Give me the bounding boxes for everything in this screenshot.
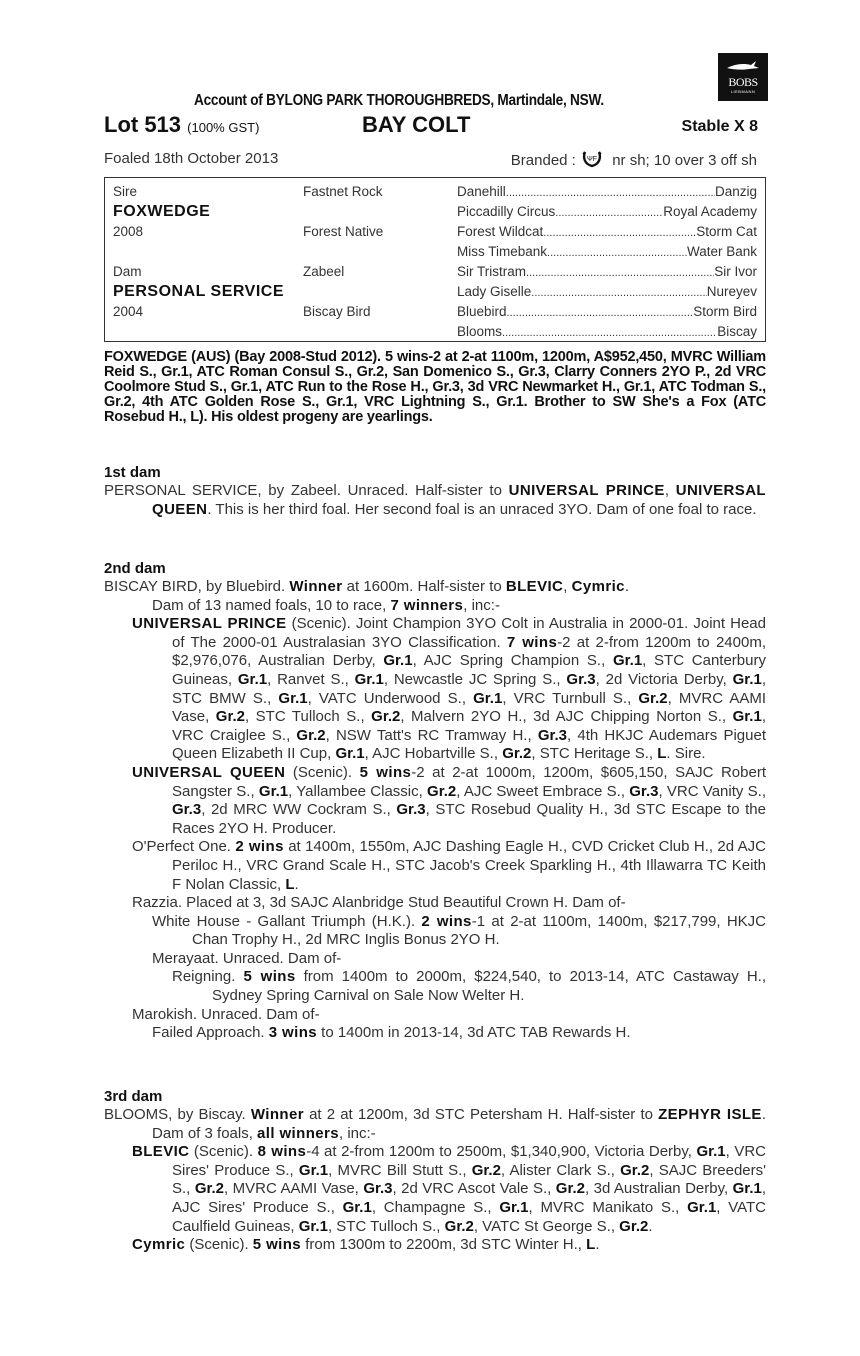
sire-year: 2008 [113, 224, 144, 239]
second-dam-intro: BISCAY BIRD, by Bluebird. Winner at 1600m. Half-sister to BLEVIC, Cymric. [104, 578, 630, 595]
svg-text:ΨF: ΨF [586, 156, 598, 163]
bird-logo-icon [718, 59, 768, 75]
dam-year: 2004 [113, 304, 144, 319]
sire-summary: FOXWEDGE (AUS) (Bay 2008-Stud 2012). 5 wins-2 at 2-at 1100m, 1200m, A$952,450, MVRC William Reid S., Gr.1, ATC Roman Consul S., Gr.2, San Domenico S., Gr.3, Clarry Conners 2YO P., 2d VRC Coolmore Stud S., Gr.1, ATC Run to the Rose H., Gr.3, 3d VRC Newmarket H., Gr.1, ATC Todman S., Gr.2, 4th ATC Golden Rose S., Gr.1, VRC Lightning S., Gr.1. Brother to SW She's a Fox (ATC Rosebud H., L). His oldest progeny are yearlings. [104, 349, 766, 425]
grandparent-row: Sir Tristram ..... Sir Ivor [457, 262, 757, 281]
grandprogeny-white-house: White House - Gallant Triumph (H.K.). 2 wins-1 at 2-at 1100m, 1400m, $217,799, HKJC Chan Trophy H., 2d MRC Inglis Bonus 2YO H. [152, 912, 767, 949]
grandparent-row: Danehill ..... Danzig [457, 182, 757, 201]
grandparent-row: Forest Wildcat ..... Storm Cat [457, 222, 757, 241]
dam-dam: Biscay Bird [303, 304, 371, 319]
logo-text: BOBS [728, 75, 758, 89]
progeny-universal-queen: UNIVERSAL QUEEN (Scenic). 5 wins-2 at 2-at 1000m, 1200m, $605,150, SAJC Robert Sangster S., Gr.1, Yallambee Classic, Gr.2, AJC Sweet Embrace S., Gr.3, VRC Vanity S., Gr.3, 2d MRC WW Cockram S., Gr.3, STC Rosebud Quality H., 3d STC Escape to the Races 2YO H. Producer. [132, 763, 766, 837]
first-dam-text: PERSONAL SERVICE, by Zabeel. Unraced. Half-sister to UNIVERSAL PRINCE, UNIVERSAL QUEEN. This is her third foal. Her second foal is an unraced 3YO. Dam of one foal to race. [104, 482, 766, 518]
lot-label: Lot 513 [104, 112, 182, 137]
logo-subtext: LIEBMANN [730, 89, 756, 94]
third-dam-section [104, 1088, 766, 1255]
dam-label: Dam [113, 264, 142, 279]
sire-sire: Fastnet Rock [303, 184, 383, 199]
grandprogeny-merayaat: Merayaat. Unraced. Dam of- [152, 949, 342, 967]
grandparent-row: Miss Timebank ..... Water Bank [457, 242, 757, 261]
progeny-operfect-one: O'Perfect One. 2 wins at 1400m, 1550m, AJC Dashing Eagle H., CVD Cricket Club H., 2d AJC Periloc H., VRC Grand Scale H., STC Jacob's Creek Sparkling H., 4th Illawarra TC Keith F Nolan Classic, L. [132, 838, 766, 893]
first-dam-section [104, 464, 766, 519]
branded-detail: nr sh; 10 over 3 off sh [612, 152, 757, 169]
lot-line [104, 112, 766, 140]
stable-location: Stable X 8 [681, 118, 758, 135]
sire-label: Sire [113, 184, 138, 199]
sex-colour: BAY COLT [362, 112, 471, 137]
progeny-universal-prince: UNIVERSAL PRINCE (Scenic). Joint Champion 3YO Colt in Australia in 2000-01. Joint Head of The 2000-01 Australasian 3YO Classification. 7 wins-2 at 2-from 1200m to 2400m, $2,976,076, Australian Derby, Gr.1, AJC Spring Champion S., Gr.1, STC Canterbury Guineas, Gr.1, Ranvet S., Gr.1, Newcastle JC Spring S., Gr.3, 2d Victoria Derby, Gr.1, STC BMW S., Gr.1, VATC Underwood S., Gr.1, VRC Turnbull S., Gr.2, MVRC AAMI Vase, Gr.2, STC Tulloch S., Gr.2, Malvern 2YO H., 3d AJC Chipping Norton S., Gr.1, VRC Craiglee S., Gr.2, NSW Tatt's RC Tramway H., Gr.3, 4th HKJC Audemars Piguet Queen Elizabeth II Cup, Gr.1, AJC Hobartville S., Gr.2, STC Heritage S., L. Sire. [132, 615, 767, 763]
second-dam-section [104, 560, 766, 1043]
grandprogeny-failed-approach: Failed Approach. 3 wins to 1400m in 2013-14, 3d ATC TAB Rewards H. [152, 1024, 631, 1042]
third-dam-intro: BLOOMS, by Biscay. Winner at 2 at 1200m, 3d STC Petersham H. Half-sister to ZEPHYR ISLE. Dam of 3 foals, all winners, inc:- [104, 1106, 766, 1142]
second-dam-foals: Dam of 13 named foals, 10 to race, 7 winners, inc:- [152, 596, 500, 614]
dam-sire: Zabeel [303, 264, 345, 279]
grandparent-row: Blooms ..... Biscay [457, 322, 757, 341]
branded-label: Branded : [510, 152, 576, 169]
sire-dam: Forest Native [303, 224, 384, 239]
progeny-razzia: Razzia. Placed at 3, 3d SAJC Alanbridge Stud Beautiful Crown H. Dam of- [132, 894, 626, 912]
gst-note: (100% GST) [187, 120, 260, 135]
first-dam-heading: 1st dam [104, 464, 161, 481]
progeny-marokish: Marokish. Unraced. Dam of- [132, 1005, 320, 1023]
branded-info [511, 150, 757, 169]
progeny-cymric: Cymric (Scenic). 5 wins from 1300m to 2200m, 3d STC Winter H., L. [132, 1236, 600, 1254]
vendor-account: Account of BYLONG PARK THOROUGHBREDS, Martindale, NSW. [194, 92, 604, 109]
bobs-logo [718, 53, 768, 101]
horseshoe-brand-icon [582, 150, 602, 168]
grandparent-row: Piccadilly Circus ..... Royal Academy [457, 202, 757, 221]
grandparent-row: Lady Giselle ..... Nureyev [457, 282, 757, 301]
sire-name: FOXWEDGE [113, 203, 211, 220]
dam-name: PERSONAL SERVICE [113, 283, 285, 300]
second-dam-heading: 2nd dam [104, 560, 166, 577]
greatgrandprogeny-reigning: Reigning. 5 wins from 1400m to 2000m, $224,540, to 2013-14, ATC Castaway H., Sydney Spring Carnival on Sale Now Welter H. [172, 968, 767, 1005]
lot-number [104, 112, 259, 138]
pedigree-table [104, 177, 766, 342]
third-dam-heading: 3rd dam [104, 1088, 163, 1105]
foaled-date: Foaled 18th October 2013 [104, 150, 279, 167]
progeny-blevic: BLEVIC (Scenic). 8 wins-4 at 2-from 1200m to 2500m, $1,340,900, Victoria Derby, Gr.1, VRC Sires' Produce S., Gr.1, MVRC Bill Stutt S., Gr.2, Alister Clark S., Gr.2, SAJC Breeders' S., Gr.2, MVRC AAMI Vase, Gr.3, 2d VRC Ascot Vale S., Gr.2, 3d Australian Derby, Gr.1, AJC Sires' Produce S., Gr.1, Champagne S., Gr.1, MVRC Manikato S., Gr.1, VATC Caulfield Guineas, Gr.1, STC Tulloch S., Gr.2, VATC St George S., Gr.2. [132, 1143, 767, 1235]
grandparent-row: Bluebird ..... Storm Bird [457, 302, 757, 321]
